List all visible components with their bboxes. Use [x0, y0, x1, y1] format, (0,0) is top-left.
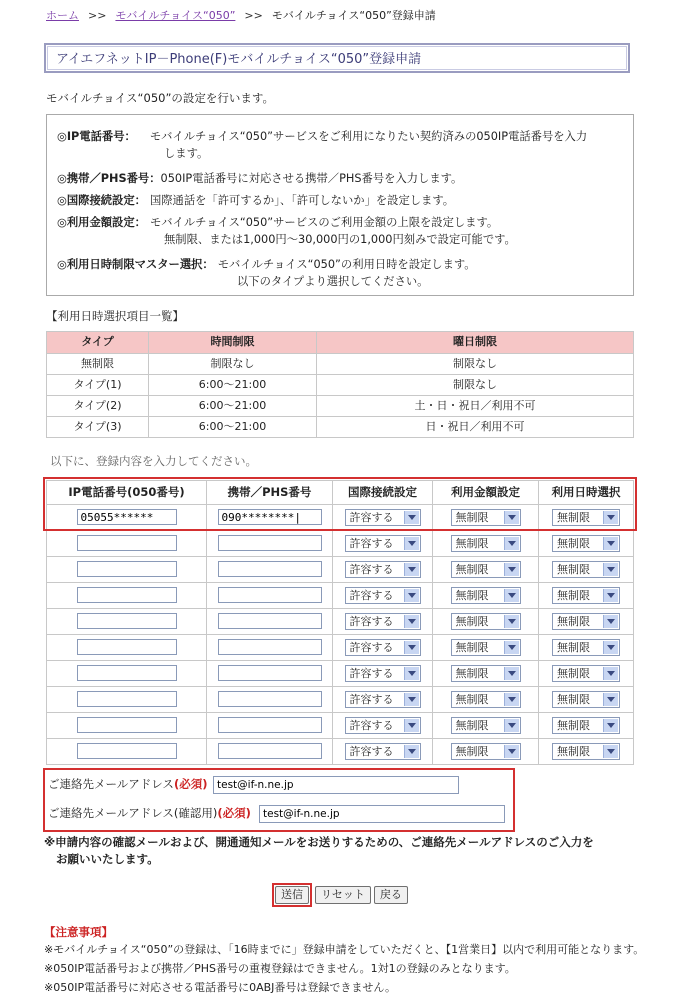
amount-setting-value: 無制限 — [455, 589, 489, 602]
mobile-number-input[interactable] — [218, 743, 322, 759]
mobile-number-input[interactable] — [218, 665, 322, 681]
intl-setting-select[interactable] — [345, 561, 421, 578]
time-select-value: 無制限 — [557, 589, 590, 602]
caution-title: 【注意事項】 — [44, 925, 113, 939]
chevron-down-icon[interactable] — [404, 745, 419, 758]
chevron-down-icon[interactable] — [504, 641, 519, 654]
chevron-down-icon[interactable] — [404, 719, 419, 732]
time-select-value: 無制限 — [557, 511, 590, 524]
mail-confirm-label: ご連絡先メールアドレス(確認用) — [48, 806, 218, 820]
chevron-down-icon[interactable] — [404, 563, 419, 576]
info-phs — [57, 171, 462, 186]
amount-setting-select[interactable] — [451, 561, 521, 578]
reg-header-intl: 国際接続設定 — [333, 481, 433, 505]
mail-notice — [44, 834, 644, 868]
intl-setting-select[interactable] — [345, 613, 421, 630]
caution-line-1: ※モバイルチョイス“050”の登録は、「16時までに」登録申請をしていただくと、【1営業日】以内で利用可能となります。 — [44, 943, 645, 956]
reg-header-time: 利用日時選択 — [539, 481, 634, 505]
table-cell: タイプ(2) — [47, 396, 149, 417]
table-cell: 制限なし — [317, 375, 634, 396]
chevron-down-icon[interactable] — [603, 745, 618, 758]
reg-header-mobile: 携帯／PHS番号 — [207, 481, 333, 505]
chevron-down-icon[interactable] — [603, 615, 618, 628]
breadcrumb-separator: >> — [244, 9, 263, 22]
amount-setting-value: 無制限 — [455, 745, 489, 758]
table-row — [47, 661, 634, 687]
info-amount-text2: 無制限、または1,000円～30,000円の1,000円刻みで設定可能です。 — [164, 233, 516, 246]
table-row — [47, 396, 634, 417]
time-select-value: 無制限 — [557, 641, 590, 654]
intl-setting-value: 許容する — [349, 693, 394, 706]
table-cell: 6:00～21:00 — [149, 417, 317, 438]
intl-setting-select[interactable] — [345, 717, 421, 734]
types-table — [46, 331, 634, 438]
table-row — [47, 635, 634, 661]
table-cell: 6:00～21:00 — [149, 375, 317, 396]
info-amount-text: モバイルチョイス“050”サービスのご利用金額の上限を設定します。 — [149, 216, 499, 229]
intl-setting-value: 許容する — [349, 745, 394, 758]
mail-row-2 — [48, 806, 251, 822]
chevron-down-icon[interactable] — [603, 693, 618, 706]
intl-setting-select[interactable] — [345, 509, 421, 526]
intl-setting-value: 許容する — [349, 641, 394, 654]
mail-label: ご連絡先メールアドレス — [48, 777, 174, 791]
chevron-down-icon[interactable] — [404, 615, 419, 628]
mobile-number-input[interactable] — [218, 691, 322, 707]
time-select[interactable] — [552, 535, 620, 552]
ip-number-input[interactable] — [77, 561, 177, 577]
info-time — [57, 257, 476, 272]
chevron-down-icon[interactable] — [404, 641, 419, 654]
time-select-value: 無制限 — [557, 615, 590, 628]
ip-number-input[interactable] — [77, 717, 177, 733]
chevron-down-icon[interactable] — [504, 615, 519, 628]
chevron-down-icon[interactable] — [603, 589, 618, 602]
reg-header-amount: 利用金額設定 — [433, 481, 539, 505]
amount-setting-select[interactable] — [451, 691, 521, 708]
mail-row-1 — [48, 777, 207, 793]
chevron-down-icon[interactable] — [504, 693, 519, 706]
breadcrumb-home-link[interactable]: ホーム — [46, 9, 79, 22]
time-select[interactable] — [552, 743, 620, 760]
types-header: 曜日制限 — [317, 332, 634, 354]
ip-number-input[interactable] — [77, 587, 177, 603]
types-header: タイプ — [47, 332, 149, 354]
chevron-down-icon[interactable] — [504, 719, 519, 732]
info-ip-text: モバイルチョイス“050”サービスをご利用になりたい契約済みの050IP電話番号を入力 — [149, 130, 588, 143]
registration-table — [46, 480, 634, 765]
caution-line-2: ※050IP電話番号および携帯／PHS番号の重複登録はできません。1対1の登録のみとなります。 — [44, 962, 516, 975]
time-select[interactable] — [552, 717, 620, 734]
highlight-submit — [272, 883, 312, 907]
mobile-number-input[interactable] — [218, 535, 322, 551]
time-select-value: 無制限 — [557, 745, 590, 758]
time-select[interactable] — [552, 665, 620, 682]
table-row — [47, 557, 634, 583]
intro-text: モバイルチョイス“050”の設定を行います。 — [46, 91, 274, 105]
breadcrumb-mobile-choice-link[interactable]: モバイルチョイス“050” — [115, 9, 236, 22]
required-mark: (必須) — [173, 777, 208, 791]
time-select[interactable] — [552, 509, 620, 526]
amount-setting-select[interactable] — [451, 613, 521, 630]
email-field[interactable] — [213, 776, 459, 794]
amount-setting-value: 無制限 — [455, 693, 489, 706]
breadcrumb — [46, 9, 436, 24]
chevron-down-icon[interactable] — [603, 537, 618, 550]
intl-setting-value: 許容する — [349, 537, 394, 550]
amount-setting-value: 無制限 — [455, 563, 489, 576]
chevron-down-icon[interactable] — [404, 537, 419, 550]
mail-notice-line2: お願いいたします。 — [56, 852, 159, 866]
chevron-down-icon[interactable] — [603, 667, 618, 680]
info-box — [46, 114, 634, 296]
info-phs-label: ◎携帯／PHS番号： — [57, 172, 161, 185]
table-row — [47, 609, 634, 635]
table-row — [47, 375, 634, 396]
ip-number-input[interactable] — [77, 743, 177, 759]
table-row — [47, 417, 634, 438]
time-select-value: 無制限 — [557, 563, 590, 576]
chevron-down-icon[interactable] — [504, 563, 519, 576]
table-cell: 制限なし — [149, 354, 317, 375]
info-time-label: ◎利用日時制限マスター選択： — [57, 258, 214, 271]
amount-setting-select[interactable] — [451, 717, 521, 734]
info-amount — [57, 215, 498, 230]
amount-setting-value: 無制限 — [455, 667, 489, 680]
info-intl — [57, 193, 454, 208]
table-row — [47, 739, 634, 765]
amount-setting-select[interactable] — [451, 509, 521, 526]
intl-setting-value: 許容する — [349, 589, 394, 602]
intl-setting-value: 許容する — [349, 667, 394, 680]
submit-button[interactable]: 送信 — [275, 886, 309, 904]
intl-setting-select[interactable] — [345, 639, 421, 656]
time-select-value: 無制限 — [557, 667, 590, 680]
chevron-down-icon[interactable] — [504, 511, 519, 524]
mobile-number-input[interactable] — [218, 613, 322, 629]
ip-number-input[interactable] — [77, 535, 177, 551]
breadcrumb-current: モバイルチョイス“050”登録申請 — [271, 9, 436, 22]
chevron-down-icon[interactable] — [404, 693, 419, 706]
intl-setting-value: 許容する — [349, 719, 394, 732]
intl-setting-select[interactable] — [345, 691, 421, 708]
amount-setting-select[interactable] — [451, 743, 521, 760]
form-buttons — [272, 886, 411, 907]
mail-notice-line1: ※申請内容の確認メールおよび、開通通知メールをお送りするための、ご連絡先メールアドレスのご入力を — [44, 835, 594, 849]
table-cell: 制限なし — [317, 354, 634, 375]
time-select-value: 無制限 — [557, 719, 590, 732]
info-time-text: モバイルチョイス“050”の利用日時を設定します。 — [217, 258, 476, 271]
ip-number-input[interactable] — [77, 613, 177, 629]
amount-setting-value: 無制限 — [455, 615, 489, 628]
reg-header-ip: IP電話番号(050番号) — [47, 481, 207, 505]
table-cell: 土・日・祝日／利用不可 — [317, 396, 634, 417]
chevron-down-icon[interactable] — [404, 667, 419, 680]
amount-setting-value: 無制限 — [455, 511, 489, 524]
time-select[interactable] — [552, 561, 620, 578]
table-cell: 日・祝日／利用不可 — [317, 417, 634, 438]
types-header: 時間制限 — [149, 332, 317, 354]
intl-setting-value: 許容する — [349, 563, 394, 576]
mobile-number-input[interactable] — [218, 509, 322, 525]
chevron-down-icon[interactable] — [504, 667, 519, 680]
chevron-down-icon[interactable] — [603, 563, 618, 576]
table-cell: 無制限 — [47, 354, 149, 375]
intl-setting-value: 許容する — [349, 615, 394, 628]
chevron-down-icon[interactable] — [504, 589, 519, 602]
table-row — [47, 583, 634, 609]
amount-setting-select[interactable] — [451, 665, 521, 682]
reset-button[interactable]: リセット — [315, 886, 371, 904]
ip-number-input[interactable] — [77, 639, 177, 655]
ip-number-input[interactable] — [77, 691, 177, 707]
table-cell: タイプ(1) — [47, 375, 149, 396]
table-row — [47, 531, 634, 557]
chevron-down-icon[interactable] — [603, 511, 618, 524]
info-ip-label: ◎IP電話番号： — [57, 130, 136, 143]
info-time-text2: 以下のタイプより選択してください。 — [237, 275, 429, 288]
page-title-box — [44, 43, 630, 73]
info-ip-text2: します。 — [164, 147, 209, 160]
chevron-down-icon[interactable] — [404, 511, 419, 524]
mobile-number-input[interactable] — [218, 587, 322, 603]
chevron-down-icon[interactable] — [603, 641, 618, 654]
info-ip — [57, 129, 587, 144]
ip-number-input[interactable] — [77, 509, 177, 525]
amount-setting-select[interactable] — [451, 639, 521, 656]
chevron-down-icon[interactable] — [504, 537, 519, 550]
table-row — [47, 354, 634, 375]
mobile-number-input[interactable] — [218, 561, 322, 577]
time-select-value: 無制限 — [557, 537, 590, 550]
time-select[interactable] — [552, 613, 620, 630]
amount-setting-value: 無制限 — [455, 537, 489, 550]
chevron-down-icon[interactable] — [404, 589, 419, 602]
breadcrumb-separator: >> — [88, 9, 107, 22]
table-row — [47, 713, 634, 739]
amount-setting-select[interactable] — [451, 587, 521, 604]
table-cell: 6:00～21:00 — [149, 396, 317, 417]
intl-setting-select[interactable] — [345, 535, 421, 552]
info-phs-text: 050IP電話番号に対応させる携帯／PHS番号を入力します。 — [160, 172, 463, 185]
types-caption: 【利用日時選択項目一覧】 — [46, 309, 184, 323]
intl-setting-select[interactable] — [345, 665, 421, 682]
amount-setting-select[interactable] — [451, 535, 521, 552]
email-confirm-field[interactable] — [259, 805, 505, 823]
table-row — [47, 505, 634, 531]
time-select[interactable] — [552, 587, 620, 604]
info-intl-text: 国際通話を「許可するか」、「許可しないか」を設定します。 — [149, 194, 455, 207]
chevron-down-icon[interactable] — [603, 719, 618, 732]
intl-setting-select[interactable] — [345, 587, 421, 604]
caution-line-3: ※050IP電話番号に対応させる電話番号に0ABJ番号は登録できません。 — [44, 981, 397, 994]
intl-setting-select[interactable] — [345, 743, 421, 760]
amount-setting-value: 無制限 — [455, 719, 489, 732]
form-caption: 以下に、登録内容を入力してください。 — [50, 454, 257, 468]
time-select-value: 無制限 — [557, 693, 590, 706]
info-amount-label: ◎利用金額設定： — [57, 216, 146, 229]
intl-setting-value: 許容する — [349, 511, 394, 524]
amount-setting-value: 無制限 — [455, 641, 489, 654]
ip-number-input[interactable] — [77, 665, 177, 681]
chevron-down-icon[interactable] — [504, 745, 519, 758]
back-button[interactable]: 戻る — [374, 886, 408, 904]
table-cell: タイプ(3) — [47, 417, 149, 438]
time-select[interactable] — [552, 691, 620, 708]
time-select[interactable] — [552, 639, 620, 656]
info-intl-label: ◎国際接続設定： — [57, 194, 146, 207]
required-mark: (必須) — [217, 806, 251, 820]
page-title: アイエフネットIP－Phone(F)モバイルチョイス“050”登録申請 — [56, 52, 422, 67]
mobile-number-input[interactable] — [218, 717, 322, 733]
mobile-number-input[interactable] — [218, 639, 322, 655]
table-row — [47, 687, 634, 713]
